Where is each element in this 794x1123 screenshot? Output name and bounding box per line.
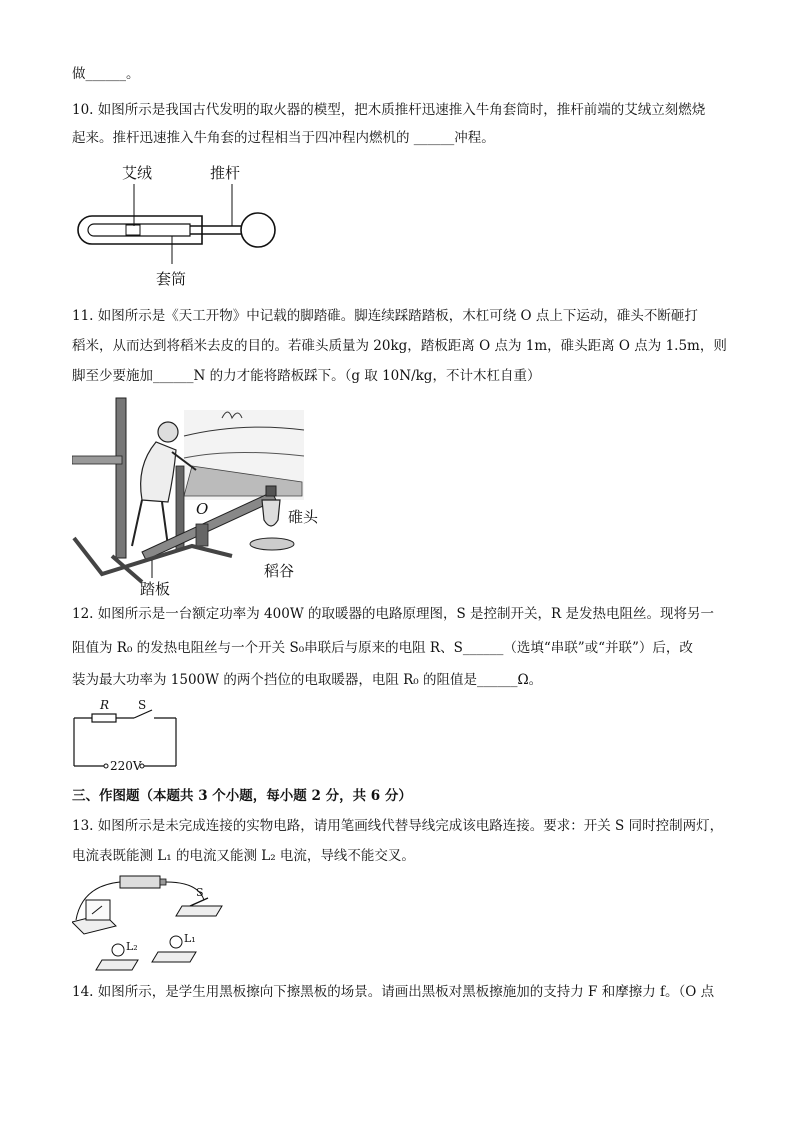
label-head: 碓头 [288, 508, 319, 526]
pestle-head [262, 500, 280, 526]
person-head [158, 422, 178, 442]
q11-line1: 11. 如图所示是《天工开物》中记载的脚踏碓。脚连续踩踏踏板，木杠可绕 O 点上下运动，碓头不断砸打 [72, 308, 698, 324]
switch-shape [176, 906, 222, 916]
sleeve-inner [88, 224, 190, 236]
label-l1: L₁ [184, 932, 196, 945]
label-o: O [196, 500, 209, 518]
lamp-l2-base [96, 960, 138, 970]
q10-line2: 起来。推杆迅速推入牛角套的过程相当于四冲程内燃机的 ______冲程。 [72, 130, 495, 146]
label-rice: 稻谷 [264, 562, 295, 580]
resistor-r [92, 714, 116, 722]
q14-line1: 14. 如图所示，是学生用黑板擦向下擦黑板的场景。请画出黑板对黑板擦施加的支持力 F 和摩擦力 f。（O 点 [72, 984, 715, 1000]
physical-circuit-diagram [72, 872, 232, 976]
label-r: R [100, 698, 110, 712]
q11-line3: 脚至少要施加______N 的力才能将踏板踩下。（g 取 10N/kg，不计木杠自重） [72, 368, 541, 384]
label-rod: 推杆 [210, 164, 241, 182]
q11-line2: 稻米，从而达到将稻米去皮的目的。若碓头质量为 20kg，踏板距离 O 点为 1m，碓头距离 O 点为 1.5m，则 [72, 338, 727, 354]
q12-line2: 阻值为 R₀ 的发热电阻丝与一个开关 S₀串联后与原来的电阻 R、S______（选填“串联”或“并联”）后，改 [72, 640, 693, 656]
q12-line3: 装为最大功率为 1500W 的两个挡位的电取暖器，电阻 R₀ 的阻值是______Ω。 [72, 672, 543, 688]
section-title: 三、作图题（本题共 3 个小题，每小题 2 分，共 6 分） [72, 788, 412, 804]
q12-line1: 12. 如图所示是一台额定功率为 400W 的取暖器的电路原理图，S 是控制开关，R 是发热电阻丝。现将另一 [72, 606, 714, 622]
q10-line1: 10. 如图所示是我国古代发明的取火器的模型，把木质推杆迅速推入牛角套筒时，推杆前端的艾绒立刻燃烧 [72, 102, 706, 118]
label-s: S [138, 698, 147, 712]
label-voltage: 220V [110, 759, 142, 773]
physical-circuit-figure [72, 872, 232, 976]
label-moss: 艾绒 [122, 164, 153, 182]
person-body [141, 442, 176, 502]
q9-tail: 做______。 [72, 66, 140, 82]
label-l2: L₂ [126, 940, 138, 953]
rod-knob [241, 213, 275, 247]
heater-circuit-figure [72, 698, 182, 778]
label-switch-s: S [196, 886, 204, 899]
lamp-l1-base [152, 952, 196, 962]
q13-line1: 13. 如图所示是未完成连接的实物电路，请用笔画线代替导线完成该电路连接。要求：开关 S 同时控制两灯， [72, 818, 724, 834]
fire-piston-figure [72, 160, 292, 290]
label-pedal: 踏板 [140, 580, 171, 598]
label-sleeve: 套筒 [156, 270, 187, 288]
rice-bowl [250, 538, 294, 550]
foot-pestle-figure [72, 396, 332, 600]
moss-shape [126, 225, 140, 235]
lamp-l2-bulb [112, 944, 124, 956]
q13-line2: 电流表既能测 L₁ 的电流又能测 L₂ 电流，导线不能交叉。 [72, 848, 415, 864]
battery-shape [120, 876, 160, 888]
lamp-l1-bulb [170, 936, 182, 948]
